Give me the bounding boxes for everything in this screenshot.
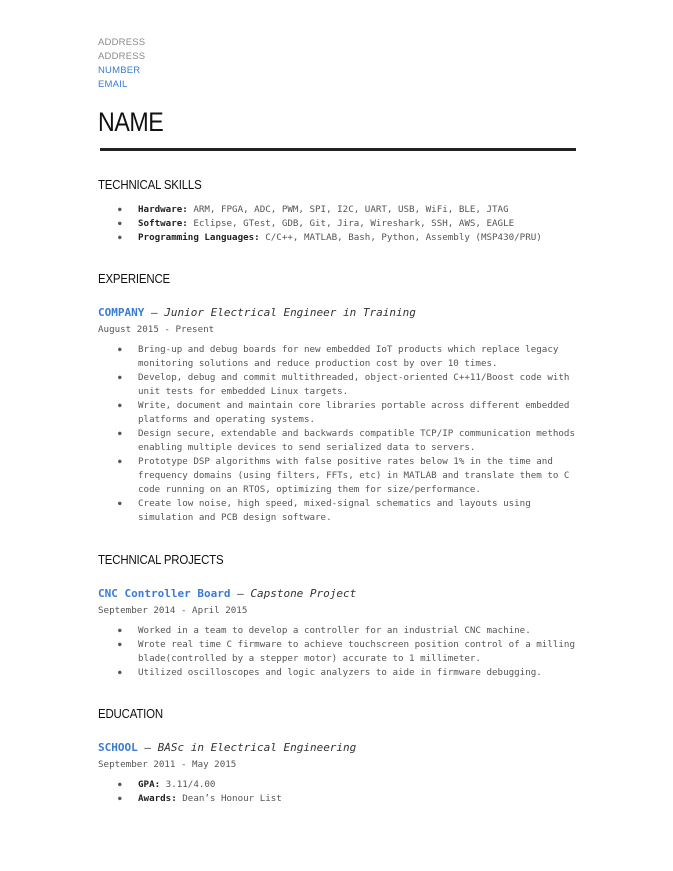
job-role: Junior Electrical Engineer in Training [164, 306, 416, 319]
edu-label: GPA: [138, 779, 161, 790]
education-dates: September 2011 - May 2015 [98, 759, 237, 770]
project-title [98, 587, 578, 600]
project-name: CNC Controller Board [98, 587, 231, 600]
project-dates: September 2014 - April 2015 [98, 605, 248, 616]
title-separator: — [144, 306, 165, 319]
skill-value: ARM, FPGA, ADC, PWM, SPI, I2C, UART, USB, WiFi, BLE, JTAG [187, 204, 509, 215]
skills-list [98, 203, 578, 245]
resume-page [98, 36, 578, 806]
list-item: ● Write, document and maintain core libraries portable across different embedded platforms and operating systems. [118, 399, 578, 427]
project-role: Capstone Project [250, 587, 357, 600]
title-separator: — [137, 741, 158, 754]
education-heading: EDUCATION [98, 706, 163, 721]
skill-label: Programming Languages: [138, 232, 260, 243]
company-name: COMPANY [98, 306, 145, 319]
list-item [118, 778, 578, 792]
experience-bullets [98, 343, 578, 525]
list-item: ● Develop, debug and commit multithreaded, object-oriented C++11/Boost code with unit tests for embedded Linux targets. [118, 371, 578, 399]
skills-heading: TECHNICAL SKILLS [98, 177, 202, 192]
list-item: ● Prototype DSP algorithms with false positive rates below 1% in the time and frequency domains (using filters, FFTs, etc) in MATLAB and translate them to C code running on an RTOS, optimizing them for size/performance. [118, 455, 578, 497]
experience-heading: EXPERIENCE [98, 271, 170, 286]
edu-label: Awards: [138, 793, 177, 804]
degree: BASc in Electrical Engineering [157, 741, 357, 754]
list-item: ● Design secure, extendable and backwards compatible TCP/IP communication methods enabling multiple devices to send serialized data to servers. [118, 427, 578, 455]
list-item [118, 231, 578, 245]
list-item: ● Bring-up and debug boards for new embedded IoT products which replace legacy monitoring solutions and reduce production cost by over 10 times. [118, 343, 578, 371]
contact-block [98, 36, 578, 92]
list-item: ● Utilized oscilloscopes and logic analyzers to aide in firmware debugging. [118, 666, 578, 680]
list-item: ● Wrote real time C firmware to achieve touchscreen position control of a milling blade(controlled by a stepper motor) accurate to 1 millimeter. [118, 638, 578, 666]
skill-value: Eclipse, GTest, GDB, Git, Jira, Wireshark, SSH, AWS, EAGLE [187, 218, 515, 229]
list-item: ● Create low noise, high speed, mixed-signal schematics and layouts using simulation and PCB design software. [118, 497, 578, 525]
list-item [118, 792, 578, 806]
projects-heading: TECHNICAL PROJECTS [98, 552, 224, 567]
list-item [118, 217, 578, 231]
experience-dates: August 2015 - Present [98, 324, 215, 335]
skill-label: Software: [138, 218, 188, 229]
education-list [98, 778, 578, 806]
skill-value: C/C++, MATLAB, Bash, Python, Assembly (MSP430/PRU) [259, 232, 542, 243]
school-name: SCHOOL [98, 741, 138, 754]
candidate-name: NAME [98, 107, 164, 137]
project-bullets [98, 624, 578, 680]
email-link[interactable]: EMAIL [98, 79, 128, 90]
experience-title [98, 306, 578, 319]
address-line-1: ADDRESS [98, 37, 146, 48]
name-divider [100, 148, 576, 151]
skill-label: Hardware: [138, 204, 188, 215]
phone-number[interactable]: NUMBER [98, 65, 141, 76]
address-line-2: ADDRESS [98, 51, 146, 62]
edu-value: Dean’s Honour List [176, 793, 282, 804]
title-separator: — [230, 587, 251, 600]
list-item: ● Worked in a team to develop a controller for an industrial CNC machine. [118, 624, 578, 638]
education-title [98, 741, 578, 754]
edu-value: 3.11/4.00 [160, 779, 216, 790]
list-item [118, 203, 578, 217]
